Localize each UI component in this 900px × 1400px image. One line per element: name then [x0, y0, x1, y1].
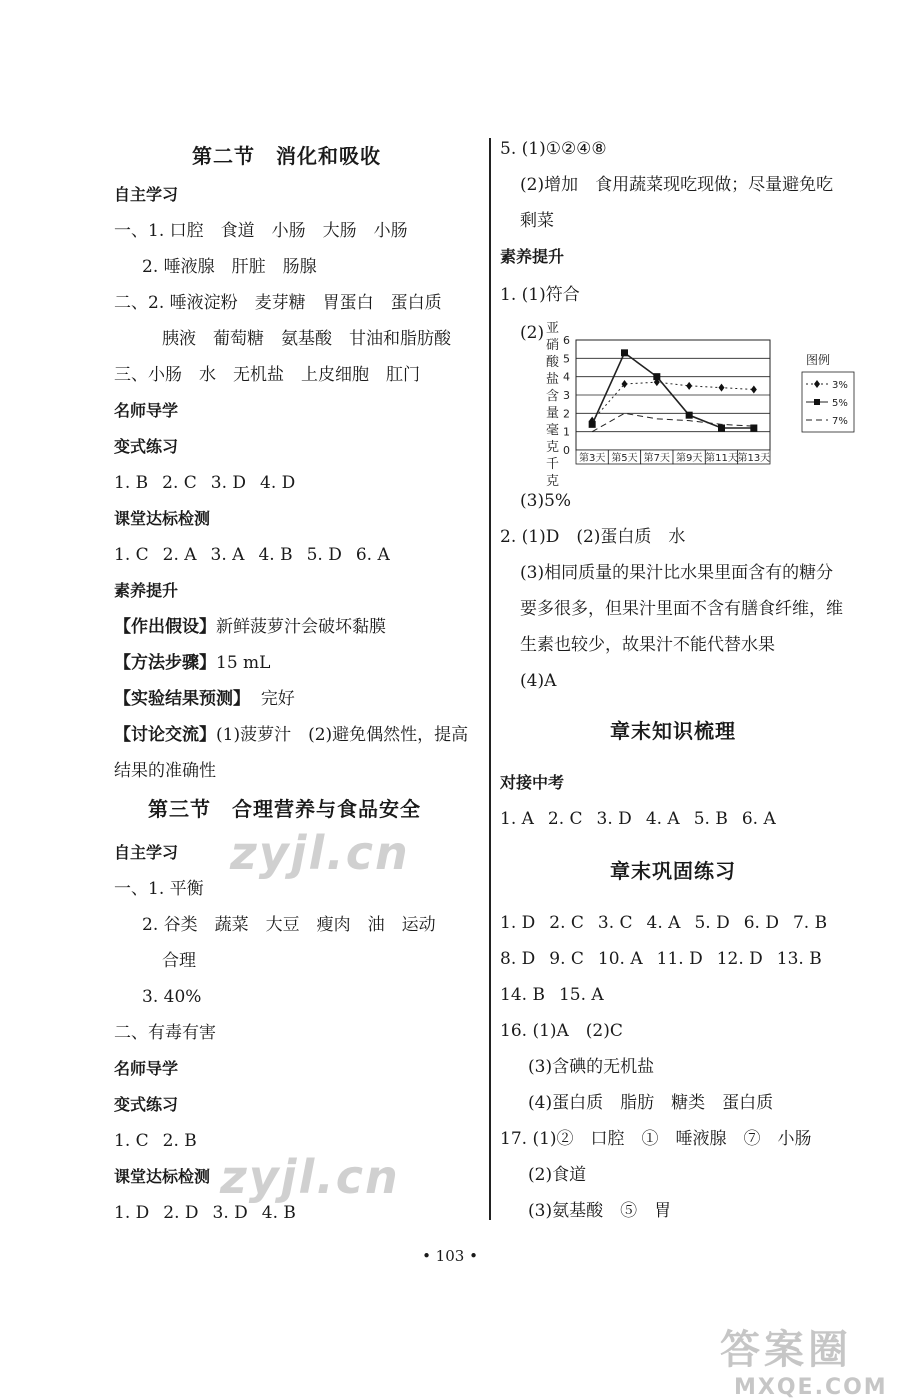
y-tick-label: 4 — [563, 370, 570, 384]
y-axis-label — [546, 321, 560, 489]
y-axis-label-char: 克 — [546, 474, 560, 489]
answer: 2. A — [162, 545, 197, 565]
s2-taolun2: 结果的准确性 — [114, 761, 216, 781]
answer: 6. D — [743, 913, 779, 933]
y-axis-label-char: 亚 — [546, 321, 560, 336]
p1-1: 1. (1)符合 — [500, 285, 580, 305]
data-point — [751, 386, 757, 394]
section-2-title: 第二节 消化和吸收 — [192, 144, 381, 168]
x-ticks — [576, 450, 770, 464]
y-axis-label-char: 含 — [546, 389, 560, 404]
logo-text: 答案圈 — [720, 1327, 852, 1373]
data-point — [686, 412, 693, 419]
answer: 1. C — [114, 1131, 149, 1151]
q16-3: (3)含碘的无机盐 — [528, 1057, 655, 1077]
answer: 14. B — [500, 985, 545, 1005]
s2-suyang-heading: 素养提升 — [114, 581, 179, 600]
watermark: zyjl.cn — [220, 1150, 400, 1204]
answer: 15. A — [558, 985, 604, 1005]
p2-4: (4)A — [520, 671, 557, 691]
y-axis-label-char: 硝 — [546, 338, 560, 353]
s3-q4: 二、有毒有害 — [114, 1023, 216, 1043]
p1-2: (2) — [520, 323, 545, 343]
data-point — [686, 382, 692, 390]
s2-bianshi-answers — [114, 472, 309, 494]
answer: 1. A — [500, 809, 534, 829]
s3-ketang-heading: 课堂达标检测 — [114, 1167, 211, 1186]
q5-2b: 剩菜 — [520, 211, 554, 231]
answer: 4. B — [261, 1203, 296, 1223]
x-tick-label: 第5天 — [611, 453, 638, 464]
p2-3c: 生素也较少，故果汁不能代替水果 — [520, 635, 775, 655]
y-tick-label: 5 — [563, 352, 570, 366]
answer: 12. D — [716, 949, 763, 969]
series-line — [592, 413, 754, 431]
legend — [802, 352, 854, 432]
s3-q1: 一、1. 平衡 — [114, 879, 204, 899]
x-tick-label: 第13天 — [737, 453, 771, 464]
answer: 3. A — [210, 545, 245, 565]
y-tick-label: 0 — [563, 444, 570, 457]
answer: 1. C — [114, 545, 149, 565]
y-axis-label-char: 克 — [546, 440, 560, 455]
data-point — [621, 349, 628, 356]
series-lines — [589, 349, 758, 431]
value: 新鲜菠萝汁会破坏黏膜 — [216, 617, 386, 637]
answer: 6. A — [355, 545, 390, 565]
s2-yuce — [114, 688, 295, 710]
y-tick-label: 6 — [563, 334, 570, 347]
answer: 11. D — [656, 949, 703, 969]
y-axis-label-char: 盐 — [546, 372, 560, 387]
q17-3: (3)氨基酸 ⑤ 胃 — [528, 1201, 672, 1221]
s2-ketang-answers — [114, 544, 404, 566]
chapter-review-title: 章末巩固练习 — [610, 859, 736, 883]
duijie-answers — [500, 808, 790, 830]
answer: 5. B — [693, 809, 728, 829]
y-axis-label-char: 量 — [546, 406, 560, 421]
x-tick-label: 第9天 — [675, 453, 703, 464]
page-number: • 103 • — [422, 1247, 478, 1265]
s2-q3b: 胰液 葡萄糖 氨基酸 甘油和脂肪酸 — [162, 329, 451, 349]
gonggu-row-2 — [500, 948, 836, 970]
s3-q2: 2. 谷类 蔬菜 大豆 瘦肉 油 运动 — [142, 915, 436, 935]
column-divider — [489, 138, 491, 1220]
answer: 1. B — [114, 473, 149, 493]
answer: 5. D — [694, 913, 730, 933]
answer: 10. A — [597, 949, 643, 969]
y-tick-label: 2 — [563, 407, 570, 421]
section-3-title: 第三节 合理营养与食品安全 — [148, 797, 421, 821]
data-point — [589, 421, 596, 428]
series-line — [592, 353, 754, 428]
x-tick-label: 第7天 — [643, 453, 671, 464]
label: 【方法步骤】 — [114, 653, 216, 673]
s3-zizhu-heading: 自主学习 — [114, 843, 179, 862]
label: 【实验结果预测】 — [114, 689, 250, 709]
s3-bianshi-heading: 变式练习 — [114, 1095, 179, 1114]
q16-1: 16. (1)A (2)C — [500, 1021, 623, 1041]
s2-q3: 二、2. 唾液淀粉 麦芽糖 胃蛋白 蛋白质 — [114, 293, 442, 313]
legend-label: 5% — [832, 398, 848, 409]
s3-q2b: 合理 — [162, 951, 196, 971]
s3-mingshi-heading: 名师导学 — [114, 1059, 179, 1078]
x-tick-label: 第11天 — [705, 453, 738, 464]
s3-bianshi-answers — [114, 1130, 211, 1152]
s2-ketang-heading: 课堂达标检测 — [114, 509, 211, 528]
answer: 1. D — [114, 1203, 150, 1223]
watermark: zyjl.cn — [230, 826, 410, 880]
y-tick-label: 3 — [563, 389, 570, 402]
s2-taolun — [114, 724, 468, 746]
legend-title: 图例 — [806, 353, 831, 367]
label: 【讨论交流】 — [114, 725, 216, 745]
site-logo — [720, 1318, 888, 1400]
q5-2: (2)增加 食用蔬菜现吃现做；尽量避免吃 — [520, 175, 834, 195]
s2-zizhu-heading: 自主学习 — [114, 185, 179, 204]
logo-url: MXQE.COM — [734, 1375, 888, 1400]
answer: 2. C — [162, 473, 197, 493]
suyang-heading: 素养提升 — [500, 247, 565, 266]
series-line — [592, 382, 754, 421]
s2-jiashe — [114, 616, 386, 638]
value: 完好 — [260, 689, 295, 709]
chapter-summary-title: 章末知识梳理 — [610, 719, 736, 743]
data-point — [718, 425, 725, 432]
p2-1: 2. (1)D (2)蛋白质 水 — [500, 527, 686, 547]
duijie-heading: 对接中考 — [500, 773, 565, 792]
data-point — [719, 384, 725, 392]
q17-2: (2)食道 — [528, 1165, 587, 1185]
answer: 2. B — [162, 1131, 197, 1151]
answer: 3. C — [597, 913, 633, 933]
y-axis-label-char: 毫 — [546, 423, 560, 438]
legend-label: 7% — [832, 416, 848, 427]
answer: 2. C — [549, 913, 584, 933]
answer: 3. D — [212, 1203, 248, 1223]
p2-3b: 要多很多，但果汁里面不含有膳食纤维，维 — [520, 599, 843, 619]
gonggu-row-1 — [500, 912, 841, 934]
legend-marker — [814, 399, 820, 405]
answer: 7. B — [792, 913, 828, 933]
s2-q4: 三、小肠 水 无机盐 上皮细胞 肛门 — [114, 365, 420, 385]
q5-1: 5. (1)①②④⑧ — [500, 139, 607, 159]
label: 【作出假设】 — [114, 617, 216, 637]
answer: 3. D — [596, 809, 632, 829]
nitrite-line-chart — [540, 321, 860, 489]
answer: 2. C — [547, 809, 583, 829]
answer: 3. D — [210, 473, 247, 493]
answer: 13. B — [776, 949, 822, 969]
y-tick-label: 1 — [563, 425, 570, 439]
data-point — [653, 373, 660, 380]
s2-mingshi-heading: 名师导学 — [114, 401, 179, 420]
value: (1)菠萝汁 (2)避免偶然性，提高 — [216, 725, 469, 745]
gonggu-row-3 — [500, 984, 618, 1006]
answer: 2. D — [163, 1203, 199, 1223]
q17-1: 17. (1)② 口腔 ① 唾液腺 ⑦ 小肠 — [500, 1129, 812, 1149]
answer: 4. B — [258, 545, 293, 565]
s3-ketang-answers — [114, 1202, 310, 1224]
y-axis-label-char: 酸 — [546, 355, 560, 370]
y-axis-label-char: 千 — [546, 457, 560, 472]
s3-q3: 3. 40% — [142, 987, 202, 1007]
x-tick-label: 第3天 — [578, 453, 606, 464]
s2-q2: 2. 唾液腺 肝脏 肠腺 — [142, 257, 317, 277]
answer: 4. A — [645, 809, 680, 829]
answer: 6. A — [741, 809, 776, 829]
y-ticks — [563, 334, 570, 457]
s2-q1: 一、1. 口腔 食道 小肠 大肠 小肠 — [114, 221, 408, 241]
value: 15 mL — [216, 653, 271, 673]
legend-label: 3% — [832, 380, 848, 391]
p1-3: (3)5% — [520, 491, 572, 511]
answer: 1. D — [500, 913, 536, 933]
answer: 4. A — [646, 913, 681, 933]
q16-4: (4)蛋白质 脂肪 糖类 蛋白质 — [528, 1093, 774, 1113]
s2-bianshi-heading: 变式练习 — [114, 437, 179, 456]
p2-3a: (3)相同质量的果汁比水果里面含有的糖分 — [520, 563, 834, 583]
answer: 8. D — [500, 949, 536, 969]
answer: 4. D — [260, 473, 296, 493]
answer: 9. C — [549, 949, 584, 969]
s2-buzhou — [114, 652, 270, 674]
answer: 5. D — [306, 545, 342, 565]
